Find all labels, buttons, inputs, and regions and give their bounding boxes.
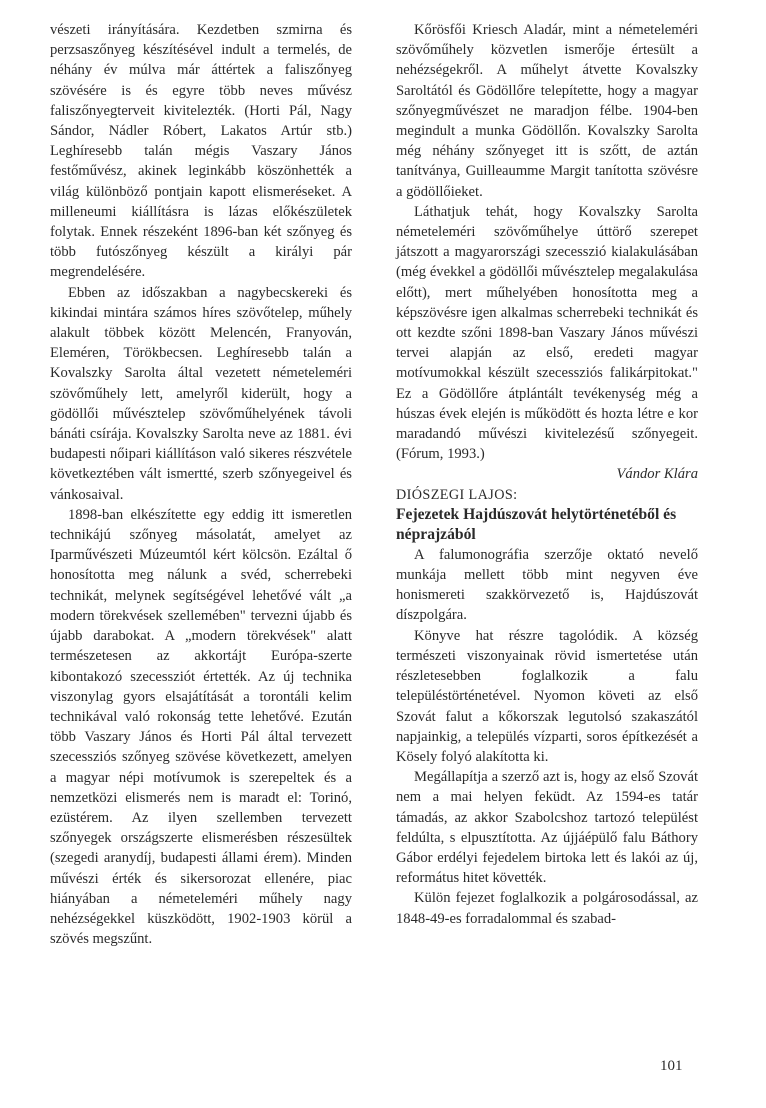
paragraph: Ebben az időszakban a nagybecskereki és kikindai mintára számos híres szövőtelep, műhely alakult többek között Melencén, Franyován, Eleméren, Törökbecsen. Leghíresebb talán a Kovalszky Sarolta által vezetett németeleméri szövőműhely lett, amelyről kiderült, hogy a gödöllői művésztelep szövőműhelyének távoli bánáti csírája. Kovalszky Sarolta neve az 1881. évi budapesti nőipari kiállításon való sikeres részvétele következtében vált ismertté, szerb szőnyegeivel és vánkosaival. [50,284,352,503]
paragraph: Külön fejezet foglalkozik a polgárosodással, az 1848-49-es forradalommal és szabad- [396,890,698,927]
paragraph: Kőrösfői Kriesch Aladár, mint a németeleméri szövőműhely közvetlen ismerője értesült a nehézségekről. A műhelyt átvette Kovalszky Saroltától és Gödöllőre telepítette, hogy a magyar szőnyegművészet ne maradjon félbe. 1904-ben megindult a munka Gödöllőn. Kovalszky Sarolta még néhány szőnyeget itt is szőtt, de aztán tanítványa, Guilleaumme Margit tanította szövésre a gödöllőieket. [396,22,698,200]
right-column [396,20,698,929]
paragraph: 1898-ban elkészítette egy eddig itt ismeretlen technikájú szőnyeg másolatát, amelyet az Iparművészeti Múzeumtól kért kölcsön. Ezáltal ő honosította meg nálunk a svéd, scherrebeki technikát, melynek segítségével lehetővé vált „a modern törekvések szellemében" tervezni újabb és újabb darabokat. A „modern törekvések" alatt természetesen az akkortájt Európa-szerte kibontakozó szecessziót értették. Az új technika viszonylag gyors elsajátítását a torontáli kelim technikával való rokonság tette lehetővé. Ezután több Vaszary János és Horti Pál által tervezett szecessziós szőnyeg szövése következett, amelyen a magyar népi motívumok is szerepeltek és a nemzetközi elismerés nem is maradt el: Torinó, ezüstérem. Az ilyen szellemben tervezett szőnyegek országszerte elismerésben részesültek (szegedi aranydíj, budapesti állami érem). Minden művészi érték és sikersorozat ellenére, piac hiányában a németeleméri műhely nagy nehézségekkel küszködött, 1902-1903 körül a szövés megszűnt. [50,506,352,948]
paragraph: Könyve hat részre tagolódik. A község természeti viszonyainak rövid ismertetése után részletesebben foglalkozik a falu településtörténetével. Nyomon követi az első Szovát falut a kőkorszak legutolsó szakaszától napjainkig, a település vízparti, soros építkezését a Kösely folyó alakította ki. [396,627,698,765]
article-signature: Vándor Klára [616,466,698,483]
page-number: 101 [660,1058,683,1074]
paragraph: Láthatjuk tehát, hogy Kovalszky Sarolta németeleméri szövőműhelye úttörő szerepet játszott a magyarországi szecesszió kialakulásában (még évekkel a gödöllői művésztelep megalakulása előtt), mert műhelyében honosította meg a képszövésre igen alkalmas scherrebeki technikát és ott kezdte szőni 1898-ban Vaszary János művészi tervei alapján az első, eredeti magyar motívumokkal készült szecessziós falikárpitokat." Ez a Gödöllőre átplántált tevékenység még a húszas évek elején is működött és hozta létre e kor maradandó művészi kivitelezésű szőnyegeit. (Fórum, 1993.) [396,203,698,463]
review-book-title: Fejezetek Hajdúszovát helytörténetéből és néprajzából [396,505,677,543]
paragraph: A falumonográfia szerzője oktató nevelő munkája mellett több mint negyven éve honismereti szakkörvezető is, Hajdúszovát díszpolgára. [396,546,698,624]
paragraph: Megállapítja a szerző azt is, hogy az első Szovát nem a mai helyen feküdt. Az 1594-es tatár támadás, az akkor Szabolcshoz tartozó települést feldúlta, s elpusztította. Az újjáépülő falu Báthory Gábor erdélyi fejedelem birtoka lett és lakói az új, református hitet követték. [396,769,698,887]
left-column [50,20,352,949]
review-author: DIÓSZEGI LAJOS: [396,486,518,503]
paragraph: vészeti irányítására. Kezdetben szmirna és perzsaszőnyeg készítésével indult a termelés, de néhány év múlva már áttértek a faliszőnyeg szövésére is és egyre több neves művész faliszőnyegterveit kivitelezték. (Horti Pál, Nagy Sándor, Nádler Róbert, Lakatos Artúr stb.) Leghíresebb talán mégis Vaszary János festőművész, akinek leginkább köszönhették a világ különböző pontjain kapott elismeréseket. A milleneumi kiállításra is lázas előkészületek folytak. Ennek részeként 1896-ban két szőnyeg és több futószőnyeg készült a királyi pár megrendelésére. [50,22,352,281]
